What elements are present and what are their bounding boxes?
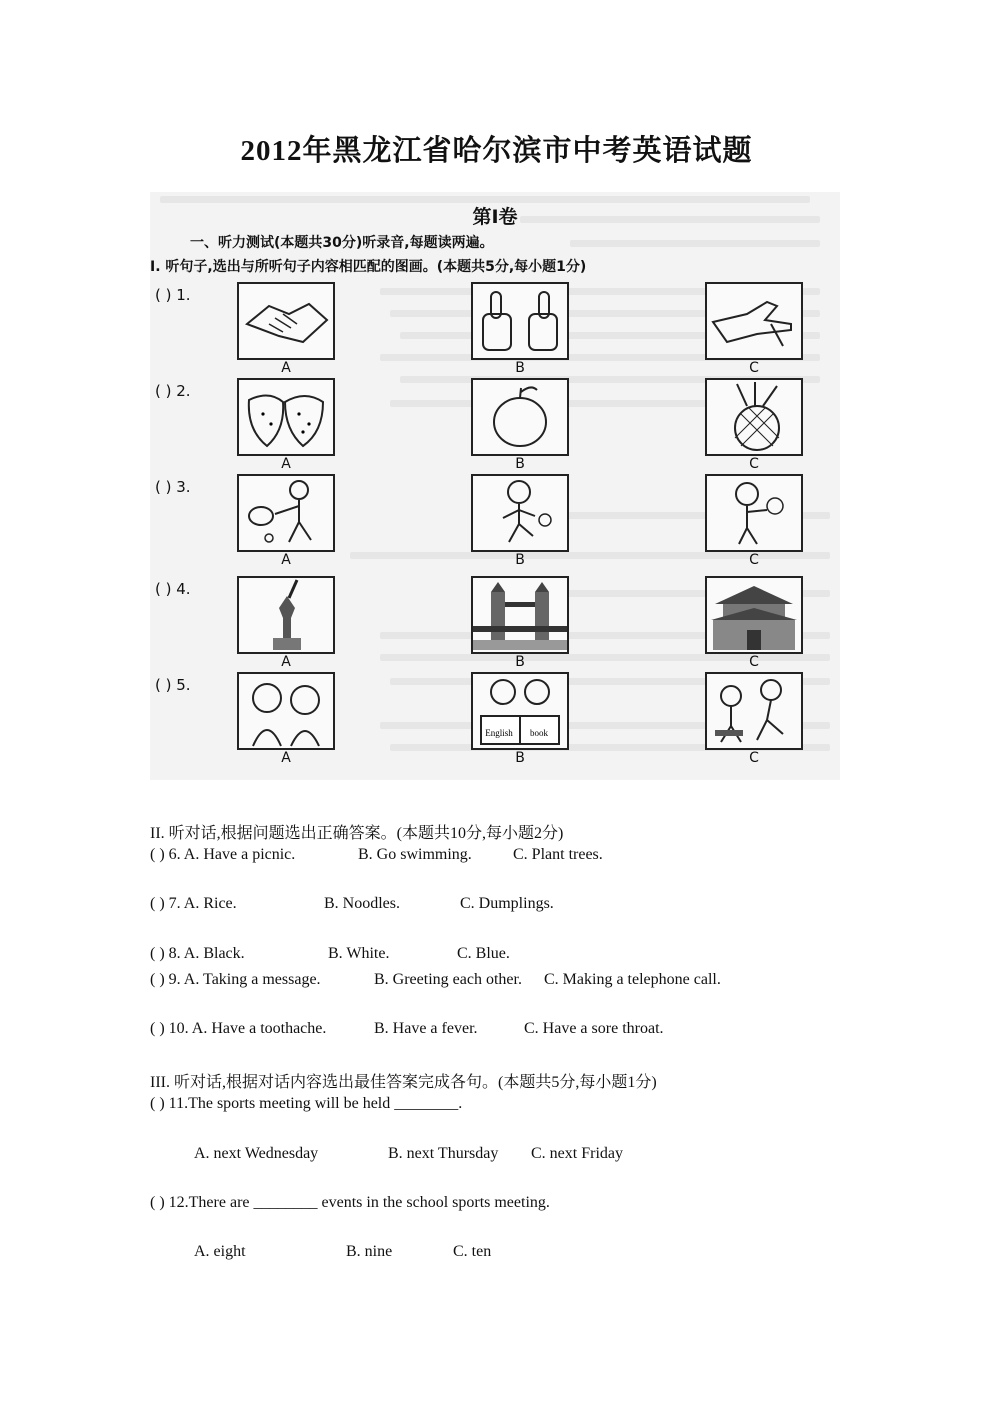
question-11-option-c: C. next Friday — [531, 1145, 623, 1162]
question-8-option-a: ( ) 8. A. Black. — [150, 945, 245, 962]
option-label: B — [515, 654, 525, 670]
option-label: C — [749, 552, 759, 568]
question-11-option-b: B. next Thursday — [388, 1145, 499, 1162]
question-6-option-b: B. Go swimming. — [358, 846, 472, 863]
option-label: A — [281, 750, 291, 766]
option-label: B — [515, 456, 525, 472]
question-6-option-c: C. Plant trees. — [513, 846, 603, 863]
question-label: ( ) 5. — [155, 676, 191, 694]
question-9-option-a: ( ) 9. A. Taking a message. — [150, 971, 321, 988]
scanned-listening-section — [150, 192, 840, 780]
tiananmen-picture — [705, 576, 803, 654]
question-label: ( ) 3. — [155, 478, 191, 496]
option-label: A — [281, 456, 291, 472]
question-8-option-c: C. Blue. — [457, 945, 510, 962]
option-label: A — [281, 654, 291, 670]
option-label: A — [281, 360, 291, 376]
question-12: ( ) 12.There are ________ events in the school sports meeting. — [150, 1194, 550, 1211]
pineapple-picture — [705, 378, 803, 456]
apple-picture — [471, 378, 569, 456]
picture-question-2 — [150, 378, 840, 474]
option-label: C — [749, 654, 759, 670]
question-7-option-a: ( ) 7. A. Rice. — [150, 895, 237, 912]
part3-heading: III. 听对话,根据对话内容选出最佳答案完成各句。(本题共5分,每小题1分) — [150, 1074, 657, 1091]
question-7-option-c: C. Dumplings. — [460, 895, 554, 912]
option-label: B — [515, 360, 525, 376]
volume-title: 第I卷 — [472, 206, 518, 228]
thumbs-up-picture — [471, 282, 569, 360]
children-playing-picture — [705, 672, 803, 750]
option-label: B — [515, 750, 525, 766]
option-label: C — [749, 360, 759, 376]
question-11-option-a: A. next Wednesday — [194, 1145, 319, 1162]
tower-bridge-picture — [471, 576, 569, 654]
part1-heading: I. 听句子,选出与所听句子内容相匹配的图画。(本题共5分,每小题1分) — [150, 259, 587, 275]
question-10-option-c: C. Have a sore throat. — [524, 1020, 664, 1037]
question-6-option-a: ( ) 6. A. Have a picnic. — [150, 846, 296, 863]
question-9-option-b: B. Greeting each other. — [374, 971, 522, 988]
question-8-option-b: B. White. — [328, 945, 390, 962]
page-title: 2012年黑龙江省哈尔滨市中考英语试题 — [240, 135, 753, 167]
hand-gesture-picture — [705, 282, 803, 360]
picture-question-1 — [150, 282, 840, 378]
question-12-option-a: A. eight — [194, 1243, 246, 1260]
option-label: B — [515, 552, 525, 568]
question-label: ( ) 4. — [155, 580, 191, 598]
children-reading-picture — [471, 672, 569, 750]
option-label: C — [749, 750, 759, 766]
question-9-option-c: C. Making a telephone call. — [544, 971, 721, 988]
strawberry-picture — [237, 378, 335, 456]
question-12-option-b: B. nine — [346, 1243, 393, 1260]
question-label: ( ) 1. — [155, 286, 191, 304]
book-word-book: book — [530, 728, 548, 738]
two-children-picture — [237, 672, 335, 750]
option-label: A — [281, 552, 291, 568]
book-word-english: English — [485, 728, 513, 738]
statue-of-liberty-picture — [237, 576, 335, 654]
handshake-picture — [237, 282, 335, 360]
question-10-option-b: B. Have a fever. — [374, 1020, 478, 1037]
picture-question-5 — [150, 672, 840, 768]
question-12-option-c: C. ten — [453, 1243, 492, 1260]
question-10-option-a: ( ) 10. A. Have a toothache. — [150, 1020, 327, 1037]
question-label: ( ) 2. — [155, 382, 191, 400]
question-11: ( ) 11.The sports meeting will be held ________. — [150, 1095, 463, 1112]
girl-football-picture — [471, 474, 569, 552]
question-7-option-b: B. Noodles. — [324, 895, 400, 912]
listening-section-heading: 一、听力测试(本题共30分)听录音,每题读两遍。 — [190, 235, 494, 251]
girl-tennis-picture — [237, 474, 335, 552]
picture-question-4 — [150, 576, 840, 672]
part2-heading: II. 听对话,根据问题选出正确答案。(本题共10分,每小题2分) — [150, 825, 564, 842]
option-label: C — [749, 456, 759, 472]
picture-question-3 — [150, 474, 840, 570]
girl-volleyball-picture — [705, 474, 803, 552]
